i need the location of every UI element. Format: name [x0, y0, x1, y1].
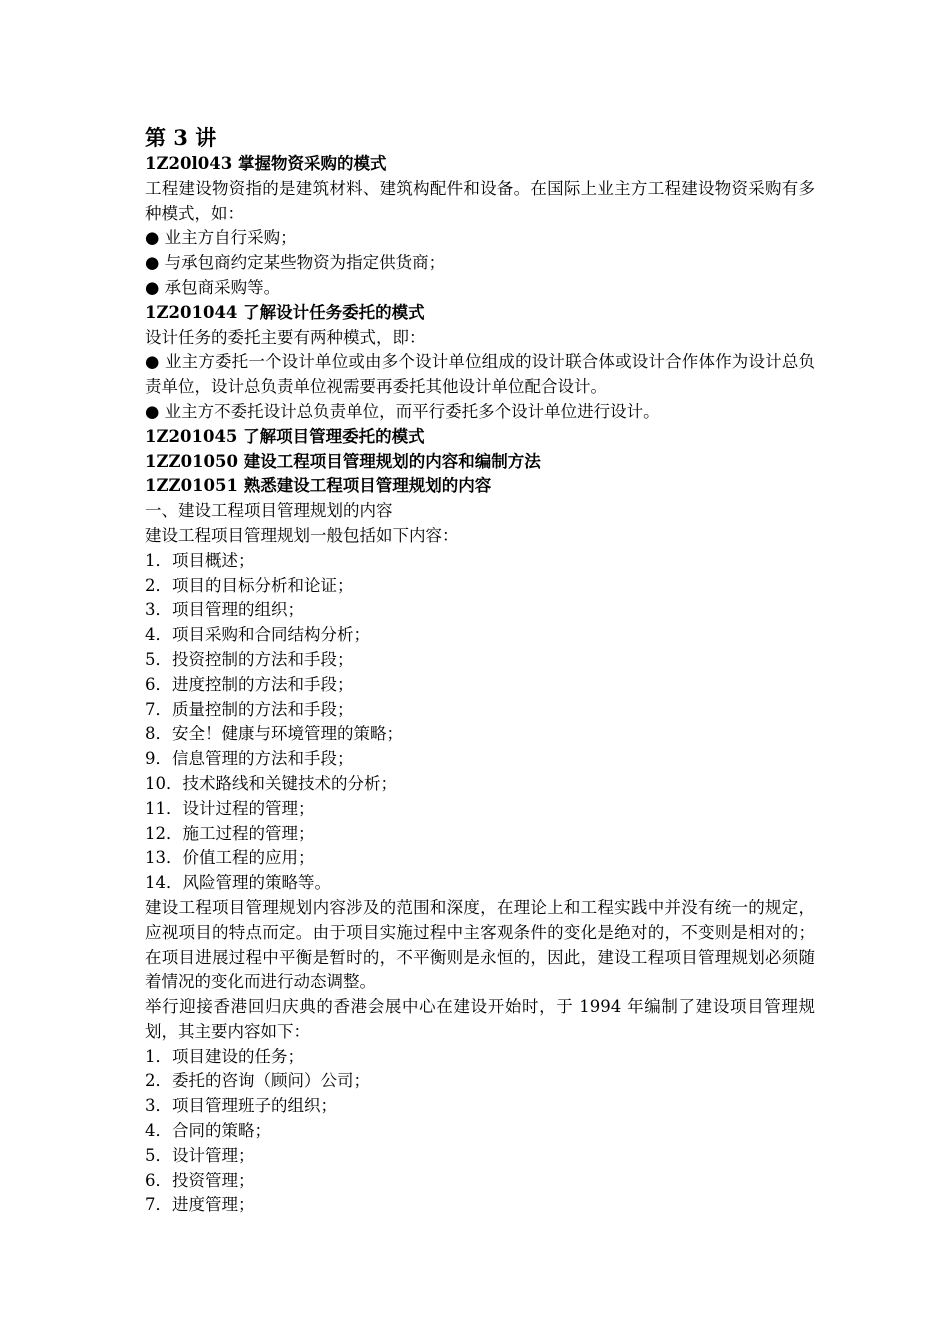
- list-item: 6．进度控制的方法和手段；: [145, 674, 354, 694]
- list-item: 5．投资控制的方法和手段；: [145, 649, 354, 669]
- list-item: 6．投资管理；: [145, 1170, 255, 1190]
- list-item: 8．安全！健康与环境管理的策略；: [145, 724, 403, 744]
- document-page: [145, 124, 815, 1218]
- section-heading-1z201043: 1Z20l043 掌握物资采购的模式: [145, 154, 387, 173]
- plan-content-list: [145, 549, 815, 896]
- list-item: 2．项目的目标分析和论证；: [145, 575, 354, 595]
- lecture-title: 第 3 讲: [145, 125, 217, 150]
- list-item: 1．项目建设的任务；: [145, 1046, 304, 1066]
- list-item: 4．项目采购和合同结构分析；: [145, 625, 370, 645]
- section-heading-1z201045: 1Z201045 了解项目管理委托的模式: [145, 426, 425, 446]
- list-item: 7．质量控制的方法和手段；: [145, 699, 354, 719]
- bullet-item: ● 承包商采购等。: [145, 277, 281, 297]
- list-item: 12．施工过程的管理；: [145, 823, 315, 843]
- list-item: 13．价值工程的应用；: [145, 848, 315, 868]
- list-item: 10．技术路线和关键技术的分析；: [145, 773, 397, 793]
- paragraph-hk-convention-centre: 举行迎接香港回归庆典的香港会展中心在建设开始时，于 1994 年编制了建设项目管理规划，其主要内容如下：: [145, 997, 815, 1041]
- list-item: 2．委托的咨询（顾问）公司；: [145, 1071, 370, 1091]
- list-item: 14．风险管理的策略等。: [145, 873, 331, 893]
- list-item: 3．项目管理班子的组织；: [145, 1096, 337, 1116]
- bullet-item: ● 业主方自行采购；: [145, 228, 297, 248]
- list-item: 9．信息管理的方法和手段；: [145, 749, 354, 769]
- bullet-item: ● 业主方不委托设计总负责单位，而平行委托多个设计单位进行设计。: [145, 401, 660, 421]
- paragraph-materials-intro: 工程建设物资指的是建筑材料、建筑构配件和设备。在国际上业主方工程建设物资采购有多种模式，如：: [145, 178, 815, 223]
- list-item: 3．项目管理的组织；: [145, 600, 304, 620]
- paragraph-plan-intro: 建设工程项目管理规划一般包括如下内容：: [145, 525, 459, 545]
- section-heading-1zz01051: 1ZZ01051 熟悉建设工程项目管理规划的内容: [145, 476, 492, 496]
- list-item: 1．项目概述；: [145, 550, 255, 570]
- list-item: 11．设计过程的管理；: [145, 798, 315, 818]
- sub-heading: 一、建设工程项目管理规划的内容: [145, 501, 393, 521]
- bullet-item: ● 业主方委托一个设计单位或由多个设计单位组成的设计联合体或设计合作体作为设计总负责单位，设计总负责单位视需要再委托其他设计单位配合设计。: [145, 352, 815, 397]
- paragraph-design-intro: 设计任务的委托主要有两种模式，即：: [145, 327, 426, 347]
- hk-plan-content-list: [145, 1045, 815, 1219]
- section-heading-1z201044: 1Z201044 了解设计任务委托的模式: [145, 302, 425, 322]
- paragraph-dynamic-adjustment: 建设工程项目管理规划内容涉及的范围和深度，在理论上和工程实践中并没有统一的规定，应视项目的特点而定。由于项目实施过程中主客观条件的变化是绝对的，不变则是相对的；在项目进展过程中平衡是暂时的，不平衡则是永恒的，因此，建设工程项目管理规划必须随着情况的变化而进行动态调整。: [145, 897, 815, 992]
- section-heading-1zz01050: 1ZZ01050 建设工程项目管理规划的内容和编制方法: [145, 451, 541, 471]
- list-item: 7．进度管理；: [145, 1195, 255, 1215]
- bullet-item: ● 与承包商约定某些物资为指定供货商；: [145, 253, 446, 273]
- list-item: 4．合同的策略；: [145, 1121, 271, 1141]
- list-item: 5．设计管理；: [145, 1145, 255, 1165]
